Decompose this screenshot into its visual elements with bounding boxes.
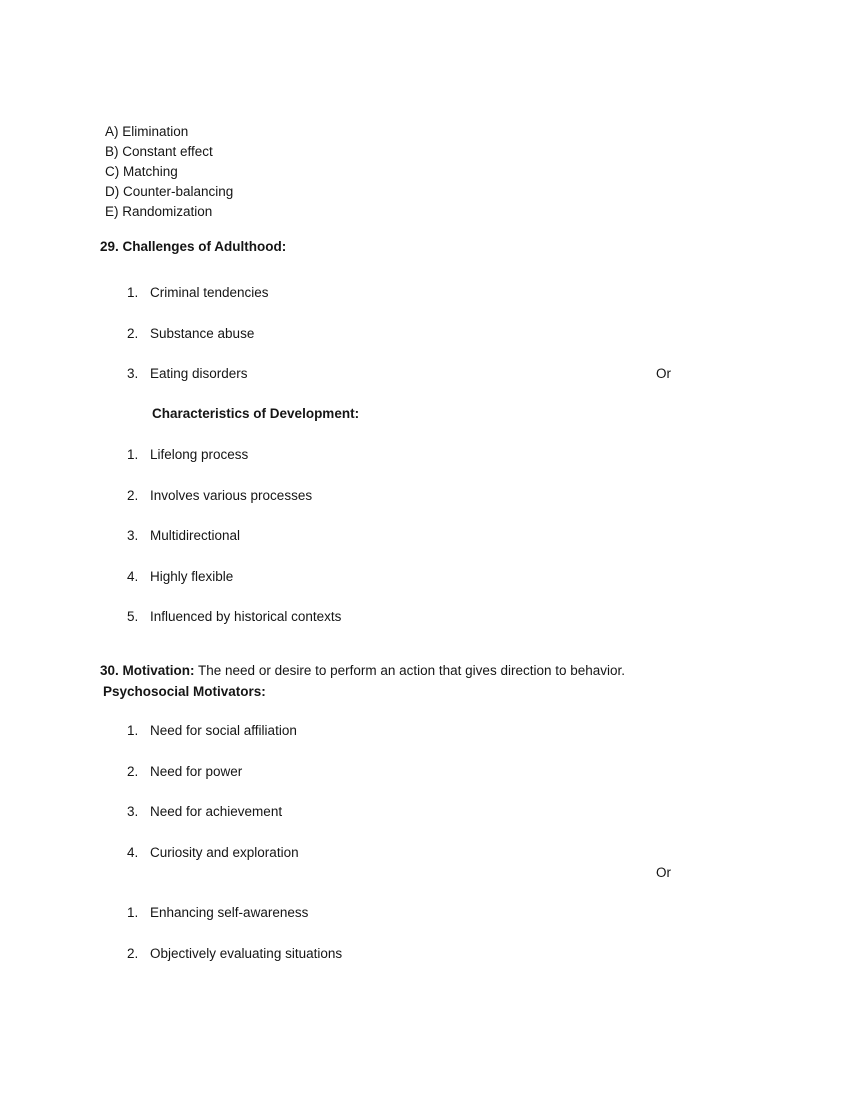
list-item [100,944,755,964]
q30-subheading: Psychosocial Motivators: [103,684,266,699]
q30-heading-bold: 30. Motivation: [100,663,195,678]
list-item [100,762,755,782]
list-item [100,526,755,546]
or-separator: Or [656,864,671,880]
list-item-text: Involves various processes [150,487,313,503]
list-item [100,843,755,863]
list-item [100,607,755,627]
list-item-text: Need for social affiliation [150,723,297,738]
or-separator: Or [656,366,671,381]
list-item-text: Enhancing self-awareness [150,905,309,920]
list-item [100,721,755,741]
list-item-text: Objectively evaluating situations [150,945,343,961]
q30-section [100,661,755,964]
list-item-text: Highly flexible [150,568,234,584]
list-item-text: Substance abuse [150,325,255,341]
option-d: D) Counter-balancing [105,184,234,199]
list-item-text: Curiosity and exploration [150,844,299,860]
q30-heading [100,661,755,681]
list-item [100,445,755,465]
list-item [100,486,755,506]
list-item-text: Influenced by historical contexts [150,609,342,624]
q30-list-primary [100,721,755,863]
list-item [100,567,755,587]
list-item-text: Multidirectional [150,528,241,543]
list-item [100,802,755,822]
list-item [100,903,755,923]
list-item-text: Lifelong process [150,447,249,462]
q30-heading-text: The need or desire to perform an action that gives direction to behavior. [194,663,626,678]
option-b: B) Constant effect [105,144,213,159]
q29-list-alternate [100,445,755,627]
option-a: A) Elimination [105,124,189,139]
list-item [100,364,755,384]
list-item-text: Need for achievement [150,804,283,819]
list-item [100,283,755,303]
q30-list-alternate [100,903,755,964]
option-c: C) Matching [105,164,178,179]
list-item-text: Eating disorders [150,366,248,381]
options-list [105,122,755,222]
q29-alt-subheading: Characteristics of Development: [152,406,360,421]
option-e: E) Randomization [105,204,213,219]
list-item [100,324,755,344]
q29-heading: 29. Challenges of Adulthood: [100,239,287,254]
list-item-text: Need for power [150,763,243,779]
list-item-text: Criminal tendencies [150,285,269,300]
q29-list-primary [100,283,755,384]
